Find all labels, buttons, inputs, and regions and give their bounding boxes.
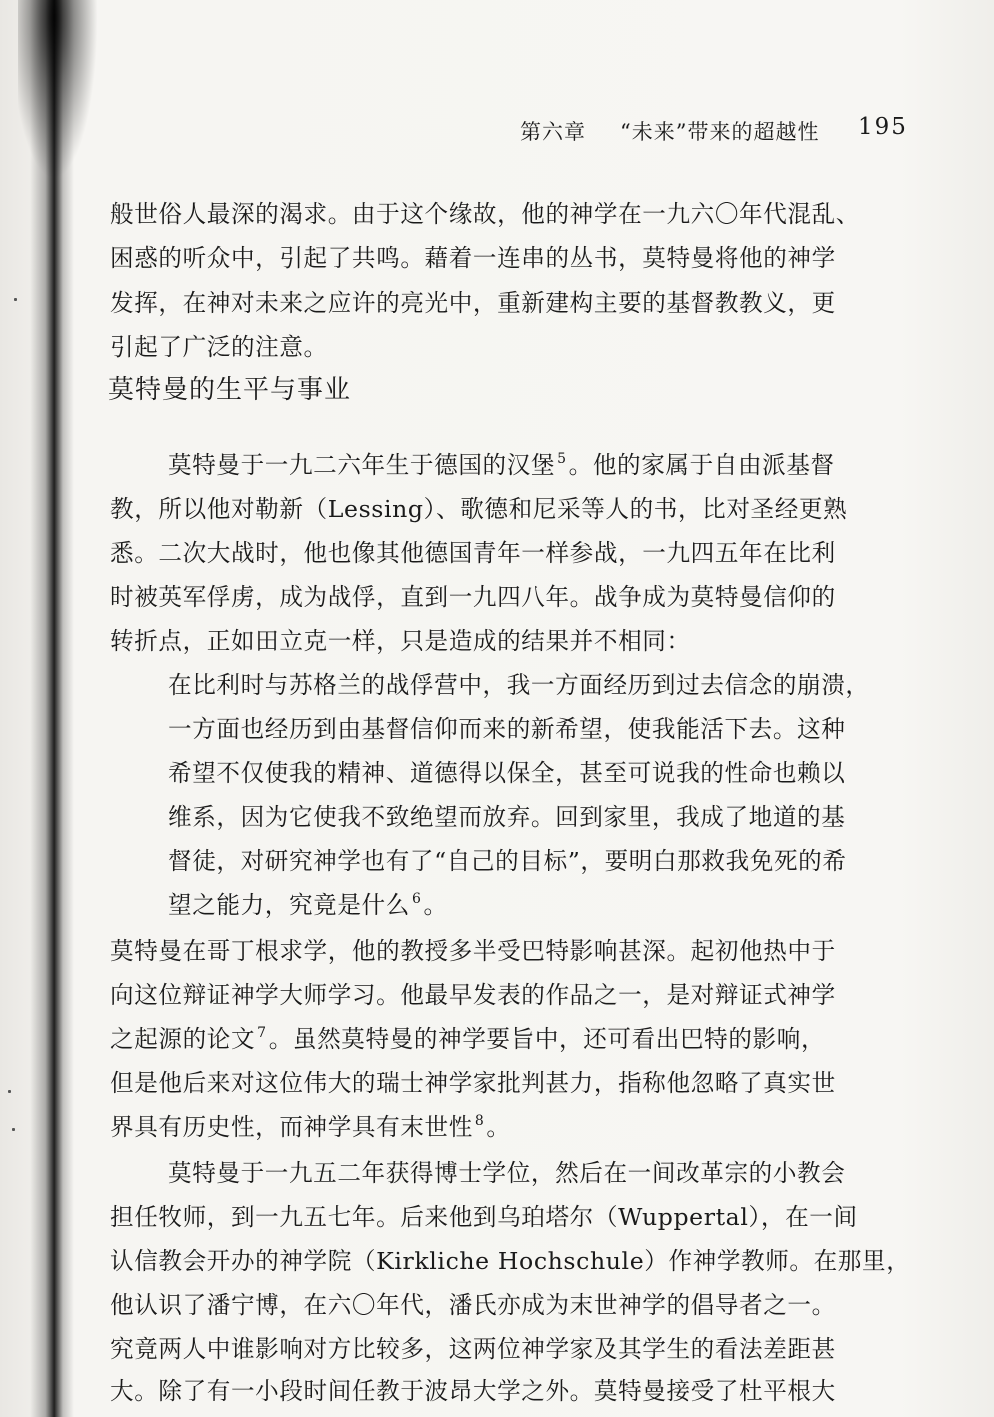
binding-top-shadow <box>18 0 98 180</box>
text-line: 困惑的听众中，引起了共鸣。藉着一连串的丛书，莫特曼将他的神学 <box>110 244 836 272</box>
text-line: 担任牧师，到一九五七年。后来他到乌珀塔尔（Wuppertal），在一间 <box>110 1203 858 1231</box>
scan-speck <box>12 1128 15 1131</box>
scan-speck <box>14 298 17 301</box>
footnote-ref: 8 <box>474 1113 485 1129</box>
quote-line: 在比利时与苏格兰的战俘营中，我一方面经历到过去信念的崩溃， <box>168 671 870 699</box>
footnote-ref: 6 <box>411 891 422 907</box>
text-segment: 之起源的论文 <box>110 1025 256 1053</box>
text-line: 教，所以他对勒新（Lessing）、歌德和尼采等人的书，比对圣经更熟 <box>110 495 848 523</box>
text-segment: 。 <box>423 891 448 919</box>
text-line: 般世俗人最深的渴求。由于这个缘故，他的神学在一九六〇年代混乱、 <box>110 200 861 228</box>
text-line: 转折点，正如田立克一样，只是造成的结果并不相同： <box>110 627 691 655</box>
text-line: 认信教会开办的神学院（Kirkliche Hochschule）作神学教师。在那里， <box>110 1247 911 1275</box>
page-number: 195 <box>858 114 908 140</box>
text-line: 向这位辩证神学大师学习。他最早发表的作品之一，是对辩证式神学 <box>110 981 836 1009</box>
footnote-ref: 5 <box>557 451 567 467</box>
text-line: 引起了广泛的注意。 <box>110 333 328 361</box>
quote-line: 维系，因为它使我不致绝望而放弃。回到家里，我成了地道的基 <box>168 803 846 831</box>
book-binding-shadow <box>30 0 74 1417</box>
text-line: 时被英军俘虏，成为战俘，直到一九四八年。战争成为莫特曼信仰的 <box>110 583 836 611</box>
text-line: 莫特曼在哥丁根求学，他的教授多半受巴特影响甚深。起初他热中于 <box>110 937 836 965</box>
chapter-label: 第六章 <box>520 120 586 144</box>
text-segment: 。他的家属于自由派基督 <box>568 451 835 479</box>
text-line: 大。除了有一小段时间任教于波昂大学之外。莫特曼接受了杜平根大 <box>110 1377 836 1405</box>
text-line: 他认识了潘宁博，在六〇年代，潘氏亦成为末世神学的倡导者之一。 <box>110 1291 836 1319</box>
text-segment: 。 <box>486 1113 511 1141</box>
quote-line: 希望不仅使我的精神、道德得以保全，甚至可说我的性命也赖以 <box>168 759 846 787</box>
text-line <box>110 1105 920 1149</box>
chapter-title: “未来”带来的超越性 <box>620 120 820 144</box>
running-header <box>520 112 920 146</box>
text-segment: 莫特曼于一九二六年生于德国的汉堡 <box>168 451 556 479</box>
section-heading: 莫特曼的生平与事业 <box>108 375 352 405</box>
text-segment: 界具有历史性，而神学具有末世性 <box>110 1113 473 1141</box>
quote-line: 督徒，对研究神学也有了“自己的目标”，要明白那救我免死的希 <box>168 847 847 875</box>
quote-line: 一方面也经历到由基督信仰而来的新希望，使我能活下去。这种 <box>168 715 846 743</box>
text-segment: 望之能力，究竟是什么 <box>168 891 410 919</box>
text-line <box>168 443 978 487</box>
text-segment: 。虽然莫特曼的神学要旨中，还可看出巴特的影响， <box>268 1025 826 1053</box>
text-line: 发挥，在神对未来之应许的亮光中，重新建构主要的基督教教义，更 <box>110 289 836 317</box>
text-line: 但是他后来对这位伟大的瑞士神学家批判甚力，指称他忽略了真实世 <box>110 1069 836 1097</box>
text-line: 莫特曼于一九五二年获得博士学位，然后在一间改革宗的小教会 <box>168 1159 846 1187</box>
text-line: 究竟两人中谁影响对方比较多，这两位神学家及其学生的看法差距甚 <box>110 1335 836 1363</box>
scan-speck <box>8 1090 11 1093</box>
text-line <box>110 1017 920 1061</box>
quote-line <box>168 883 918 927</box>
text-line: 悉。二次大战时，他也像其他德国青年一样参战，一九四五年在比利 <box>110 539 836 567</box>
footnote-ref: 7 <box>257 1025 267 1041</box>
